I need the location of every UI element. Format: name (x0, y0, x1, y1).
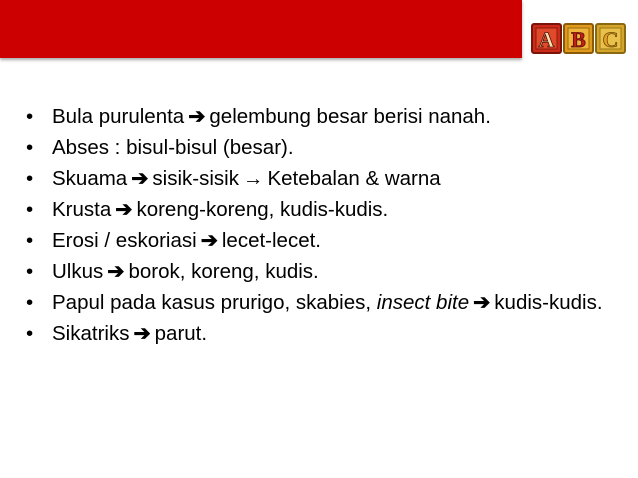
arrow-right-icon: ➔ (115, 198, 133, 221)
term: Ulkus (52, 260, 104, 283)
bullet-dot: • (26, 291, 34, 314)
list-item (26, 318, 626, 349)
logo-letter-c: C (602, 27, 619, 52)
term: Abses (52, 136, 109, 159)
list-item (26, 194, 626, 225)
bullet-dot: • (26, 167, 34, 190)
abc-blocks-logo (530, 21, 628, 56)
definition: borok, koreng, kudis. (128, 260, 319, 283)
definition: kudis-kudis. (494, 291, 603, 314)
bullet-dot: • (26, 105, 34, 128)
arrow-right-icon: ➔ (131, 167, 149, 190)
list-item (26, 101, 626, 132)
definition: parut. (154, 322, 208, 345)
list-item (26, 225, 626, 256)
definition: lecet-lecet. (221, 229, 322, 252)
definition: gelembung besar berisi nanah. (209, 105, 491, 128)
definition: koreng-koreng, kudis-kudis. (136, 198, 389, 221)
list-item (26, 132, 626, 163)
term: Sikatriks (52, 322, 130, 345)
arrow-right-thin-icon: → (242, 167, 264, 190)
term: Erosi / eskoriasi (52, 229, 197, 252)
bullet-dot: • (26, 198, 34, 221)
logo-letter-b: B (571, 27, 586, 52)
bullet-list (26, 101, 626, 349)
term-italic: insect bite (376, 291, 470, 314)
logo-letter-a: A (538, 27, 555, 52)
arrow-right-icon: ➔ (188, 105, 206, 128)
definition: sisik-sisik (152, 167, 239, 190)
title-bar (0, 0, 522, 58)
term: Bula purulenta (52, 105, 185, 128)
term: Papul pada kasus prurigo, skabies, (52, 291, 372, 314)
list-item (26, 163, 626, 194)
list-item (26, 256, 626, 287)
arrow-right-icon: ➔ (200, 229, 218, 252)
arrow-right-icon: ➔ (133, 322, 151, 345)
list-item (26, 289, 626, 317)
arrow-right-icon: ➔ (473, 291, 491, 314)
bullet-dot: • (26, 229, 34, 252)
bullet-dot: • (26, 322, 34, 345)
term: Skuama (52, 167, 128, 190)
arrow-right-icon: ➔ (107, 260, 125, 283)
definition: : bisul-bisul (besar). (108, 136, 294, 159)
bullet-dot: • (26, 260, 34, 283)
bullet-dot: • (26, 136, 34, 159)
term: Krusta (52, 198, 112, 221)
definition-extra: Ketebalan & warna (267, 167, 441, 190)
